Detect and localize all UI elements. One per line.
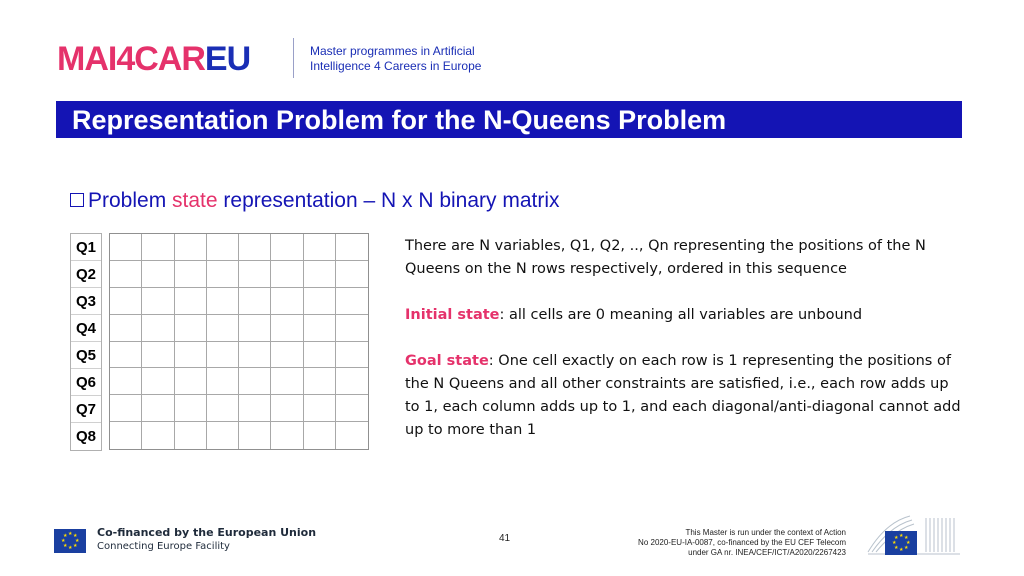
funding-note-line-2: No 2020-EU-IA-0087, co-financed by the EU CEF Telecom	[638, 538, 846, 547]
matrix-cell	[271, 342, 303, 369]
matrix-cell	[336, 288, 368, 315]
matrix-cell	[207, 422, 239, 449]
matrix-cell	[175, 368, 207, 395]
matrix-cell	[336, 422, 368, 449]
matrix-cell	[110, 315, 142, 342]
matrix-cell	[336, 261, 368, 288]
matrix-cell	[142, 234, 174, 261]
matrix-cell	[207, 368, 239, 395]
matrix-cell	[110, 288, 142, 315]
header-divider	[293, 38, 294, 78]
tagline-line-2: Intelligence 4 Careers in Europe	[310, 59, 482, 73]
tagline	[310, 44, 481, 74]
matrix-cell	[207, 342, 239, 369]
matrix-cell	[207, 234, 239, 261]
initial-state-text: : all cells are 0 meaning all variables are unbound	[499, 307, 863, 323]
eu-flag-icon: ★ ★ ★ ★ ★ ★ ★ ★	[54, 529, 86, 553]
matrix-cell	[271, 422, 303, 449]
matrix-cell	[304, 395, 336, 422]
matrix-cell	[304, 234, 336, 261]
matrix-cell	[336, 368, 368, 395]
matrix-cell	[142, 288, 174, 315]
funding-note-line-1: This Master is run under the context of Action	[685, 528, 846, 537]
matrix-cell	[304, 422, 336, 449]
queen-label: Q2	[71, 261, 101, 288]
matrix-cell	[110, 342, 142, 369]
matrix-cell	[304, 288, 336, 315]
cofinanced-text: Co-financed by the European Union	[97, 526, 317, 539]
matrix-cell	[239, 368, 271, 395]
matrix-cell	[110, 261, 142, 288]
page-number: 41	[499, 533, 511, 544]
queen-labels	[70, 233, 102, 451]
matrix-cell	[239, 234, 271, 261]
matrix-cell	[142, 315, 174, 342]
matrix-cell	[142, 422, 174, 449]
funding-note	[638, 528, 846, 558]
matrix-cell	[207, 395, 239, 422]
description	[405, 235, 965, 465]
matrix-cell	[142, 342, 174, 369]
matrix-cell	[304, 342, 336, 369]
subtitle-prefix: Problem	[88, 189, 173, 212]
queen-label: Q1	[71, 234, 101, 261]
matrix-cell	[304, 315, 336, 342]
matrix-cell	[110, 395, 142, 422]
matrix-cell	[271, 315, 303, 342]
goal-state-label: Goal state	[405, 353, 489, 369]
subtitle-highlight: state	[172, 189, 218, 212]
queen-label: Q3	[71, 288, 101, 315]
matrix-cell	[271, 395, 303, 422]
goal-state-text: : One cell exactly on each row is 1 representing the positions of the N Queens and all other constraints are satisfied, i.e., each row adds up to 1, each column adds up to 1, and each diagonal/anti-diagonal cannot add up to more than 1	[405, 353, 961, 438]
matrix-cell	[239, 395, 271, 422]
matrix-cell	[142, 261, 174, 288]
matrix-cell	[175, 342, 207, 369]
matrix-cell	[239, 422, 271, 449]
funding-note-line-3: under GA nr. INEA/CEF/ICT/A2020/2267423	[688, 548, 846, 557]
matrix-cell	[110, 368, 142, 395]
matrix-cell	[239, 261, 271, 288]
tagline-line-1: Master programmes in Artificial	[310, 44, 475, 58]
matrix-cell	[175, 395, 207, 422]
queen-label: Q4	[71, 315, 101, 342]
title-bar	[56, 101, 962, 138]
logo-text-eu: EU	[204, 40, 251, 78]
matrix-cell	[271, 261, 303, 288]
slide-title: Representation Problem for the N-Queens Problem	[72, 105, 727, 135]
matrix-cell	[336, 395, 368, 422]
matrix-cell	[336, 342, 368, 369]
goal-state-paragraph	[405, 350, 965, 442]
description-intro: There are N variables, Q1, Q2, .., Qn representing the positions of the N Queens on the N rows respectively, ordered in this sequence	[405, 238, 926, 277]
checkbox-bullet-icon	[70, 193, 84, 207]
logo-text-ma: MA	[57, 40, 108, 78]
matrix-cell	[175, 422, 207, 449]
matrix-cell	[239, 342, 271, 369]
mai4careu-logo	[57, 42, 250, 76]
matrix-cell	[336, 315, 368, 342]
matrix-cell	[304, 261, 336, 288]
queen-label: Q8	[75, 428, 96, 445]
matrix-cell	[207, 261, 239, 288]
cef-branding	[97, 526, 316, 554]
matrix-cell	[142, 395, 174, 422]
matrix-cell	[175, 261, 207, 288]
matrix-cell	[207, 315, 239, 342]
initial-state-paragraph	[405, 304, 965, 327]
subtitle-suffix: representation – N x N binary matrix	[217, 189, 560, 212]
matrix-cell	[110, 234, 142, 261]
logo-text-i4car: I4CAR	[107, 40, 205, 78]
matrix-cell	[207, 288, 239, 315]
queen-label: Q5	[71, 342, 101, 369]
matrix-cell	[175, 315, 207, 342]
matrix-cell	[304, 368, 336, 395]
matrix-cell	[271, 234, 303, 261]
matrix-cell	[271, 368, 303, 395]
queen-label: Q7	[71, 396, 101, 423]
queen-label: Q6	[71, 369, 101, 396]
matrix-cell	[175, 288, 207, 315]
matrix-cell	[271, 288, 303, 315]
matrix-cell	[239, 288, 271, 315]
subtitle	[70, 188, 560, 214]
matrix-cell	[336, 234, 368, 261]
facility-text: Connecting Europe Facility	[97, 541, 230, 552]
eu-flag-icon: ★ ★ ★ ★ ★ ★ ★ ★	[885, 531, 917, 555]
matrix-cell	[175, 234, 207, 261]
matrix-cell	[142, 368, 174, 395]
matrix-cell	[239, 315, 271, 342]
matrix-cell	[110, 422, 142, 449]
binary-matrix-grid	[109, 233, 369, 450]
initial-state-label: Initial state	[405, 307, 500, 323]
